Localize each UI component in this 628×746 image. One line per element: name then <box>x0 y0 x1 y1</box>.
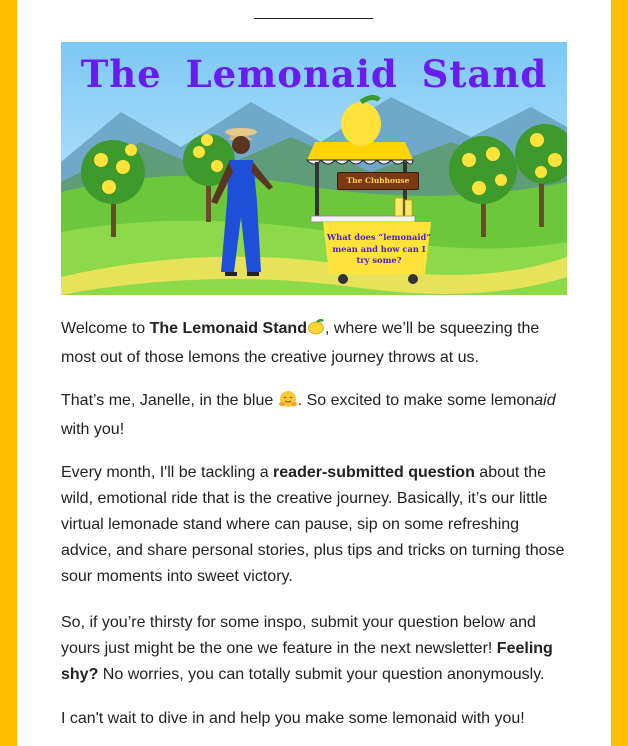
submit-text: So, if you’re thirsty for some inspo, submit your question below and yours just might be the one we feature in the next newsletter! <box>61 614 536 657</box>
monthly-question-paragraph <box>61 460 566 590</box>
aid-italic: aid <box>534 392 556 409</box>
hero-banner <box>61 42 567 295</box>
intro-paragraph <box>61 316 566 371</box>
hugging-face-emoji-icon <box>278 390 298 417</box>
janelle-text-end: with you! <box>61 421 125 438</box>
closing-paragraph: I can't wait to dive in and help you make some lemonaid with you! <box>61 710 525 727</box>
stand-sign: The Clubhouse <box>337 172 419 190</box>
stand-question: What does “lemonaid” mean and how can I try some? <box>326 232 432 265</box>
feeling-shy-bold: Feeling shy? <box>61 640 553 683</box>
janelle-paragraph <box>61 388 566 443</box>
monthly-text-continued: about the wild, emotional ride that is the creative journey. Basically, it’s our little virtual lemonade stand where can pause, sip on some refreshing advice, and share personal stories, plus tips and tricks on turning those sour moments into sweet victory. <box>61 464 565 585</box>
submit-question-paragraph <box>61 610 566 688</box>
janelle-text-mid: . So excited to make some lemon <box>297 392 535 409</box>
header-divider <box>254 18 373 19</box>
monthly-text: Every month, I'll be tackling a <box>61 464 274 481</box>
brand-name: The Lemonaid Stand <box>149 320 307 337</box>
hero-title: The Lemonaid Stand <box>80 52 548 96</box>
intro-text: Welcome to <box>61 320 150 337</box>
janelle-text: That’s me, Janelle, in the blue <box>61 392 278 409</box>
submit-text-continued: No worries, you can totally submit your question anonymously. <box>98 666 545 683</box>
newsletter-page <box>17 0 611 746</box>
intro-text-continued: , where we’ll be squeezing the most out of those lemons the creative journey throws at us. <box>61 320 540 366</box>
lemon-emoji-icon <box>307 318 325 345</box>
reader-question-bold: reader-submitted question <box>273 464 475 481</box>
